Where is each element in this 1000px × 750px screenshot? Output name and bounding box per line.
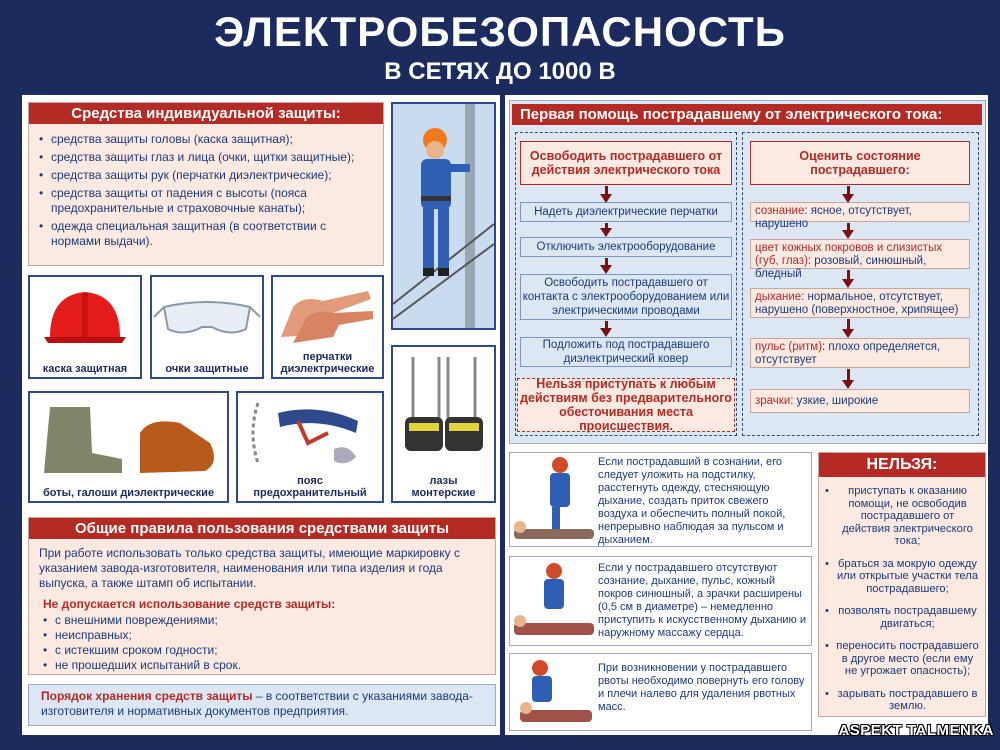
check-breathing — [750, 288, 970, 318]
ppe-heading: Средства индивидуальной защиты: — [29, 103, 383, 124]
scenario-text: Если у пострадавшего отсутствуют сознание, дыхание, пульс, кожный покров синюшный, а зрачки расширены (0,5 см в диаметре) – немедленно приступить к искусственному дыханию и наружному массажу сердца. — [598, 562, 807, 639]
rules-heading: Общие правила пользования средствами защиты — [29, 518, 495, 539]
helmet-icon — [30, 277, 140, 357]
list-item: • неисправных; — [43, 628, 485, 643]
gloves-icon — [273, 277, 382, 349]
arrow-down-icon — [600, 228, 612, 237]
check-value: : ясное, отсутствует, нарушено — [755, 205, 912, 230]
list-item: • не прошедших испытаний в срок. — [43, 658, 485, 673]
check-value: : узкие, широкие — [790, 395, 879, 407]
check-value: : нормальное, отсутствует, нарушено (поверхностное, хрипящее) — [755, 291, 959, 316]
prohibited-heading: НЕЛЬЗЯ: — [819, 453, 985, 477]
storage-box — [28, 684, 496, 726]
gloves-photo — [271, 275, 384, 379]
rules-intro: При работе использовать только средства защиты, имеющие маркировку с указанием завода-изготовителя, наименования или типа изделия и года выпуска, а также штамп об испытании. — [39, 546, 460, 590]
list-item: • приступать к оказанию помощи, не освободив пострадавшего от действия электрического тока; — [825, 485, 979, 548]
list-item: • средства защиты от падения с высоты (пояса предохранительные и страховочные канаты); — [39, 186, 375, 216]
check-key: пульс (ритм) — [755, 341, 823, 353]
climbers-caption-2: монтерские — [411, 487, 476, 499]
list-item: • с внешними повреждениями; — [43, 613, 485, 628]
check-consciousness — [750, 202, 970, 230]
arrow-down-icon — [842, 230, 854, 239]
dielectric-boots-icon — [30, 393, 227, 481]
check-key: дыхание — [755, 291, 802, 303]
check-value: : плохо определяется, отсутствует — [755, 341, 941, 366]
climbers-photo — [391, 345, 496, 503]
ppe-list — [29, 132, 383, 249]
belt-photo — [236, 391, 384, 503]
list-item: • переносить пострадавшего в другое место (если ему не угрожает опасность); — [825, 640, 979, 678]
belt-caption-2: предохранительный — [253, 487, 367, 499]
gloves-caption-2: диэлектрические — [280, 363, 375, 375]
step-gloves: Надеть диэлектрические перчатки — [520, 202, 732, 222]
glasses-photo — [150, 275, 264, 379]
release-warning: Нельзя приступать к любым действиям без предварительного обесточивания места происшествия. — [517, 378, 735, 432]
list-item: • средства защиты головы (каска защитная); — [39, 132, 375, 147]
step-disconnect: Отключить электрооборудование — [520, 237, 732, 257]
helmet-caption: каска защитная — [42, 363, 128, 375]
list-item: • средства защиты рук (перчатки диэлектрические); — [39, 168, 375, 183]
arrow-down-icon — [842, 380, 854, 389]
list-item: • позволять пострадавшему двигаться; — [825, 605, 979, 630]
pole-climbers-icon — [393, 347, 494, 471]
boots-caption: боты, галоши диэлектрические — [42, 487, 215, 499]
list-item: • браться за мокрую одежду или открытые участки тела пострадавшего; — [825, 558, 979, 596]
forbidden-title: Не допускается использование средств защиты: — [43, 597, 336, 611]
gloves-caption-1: перчатки — [302, 351, 353, 363]
check-skin — [750, 239, 970, 280]
assess-title: Оценить состояние пострадавшего: — [750, 141, 970, 185]
check-key: цвет кожных покровов и слизистых (губ, глаз) — [755, 242, 943, 267]
arrow-down-icon — [842, 194, 854, 203]
boots-photo — [28, 391, 229, 503]
scenario-conscious — [509, 452, 812, 547]
storage-title: Порядок хранения средств защиты — [41, 689, 253, 703]
page-title: ЭЛЕКТРОБЕЗОПАСНОСТЬ — [214, 8, 786, 55]
forbidden-list — [29, 613, 495, 673]
check-key: сознание — [755, 205, 805, 217]
release-title: Освободить пострадавшего от действия электрического тока — [520, 141, 732, 185]
watermark: ASPEKT TALMENKA — [838, 722, 994, 739]
rules-box — [28, 517, 496, 675]
check-pupils — [750, 389, 970, 413]
arrow-down-icon — [600, 265, 612, 274]
prohibited-box — [818, 452, 986, 717]
glasses-caption: очки защитные — [165, 363, 249, 375]
ppe-box — [28, 102, 384, 266]
safety-glasses-icon — [152, 277, 262, 357]
list-item: • одежда специальная защитная (в соответствии с нормами выдачи). — [39, 219, 375, 249]
recovery-position-icon — [510, 654, 600, 730]
scenario-vomiting — [509, 653, 812, 731]
check-value: : розовый, синюшный, бледный — [755, 255, 927, 280]
first-aid-heading: Первая помощь пострадавшему от электрического тока: — [512, 104, 982, 125]
list-item: • средства защиты глаз и лица (очки, щитки защитные); — [39, 150, 375, 165]
scenario-unconscious — [509, 556, 812, 646]
list-item: • зарывать пострадавшего в землю. — [825, 688, 979, 713]
step-mat: Подложить под пострадавшего диэлектрический ковер — [520, 337, 732, 367]
page-subtitle: В СЕТЯХ ДО 1000 В — [384, 58, 616, 85]
check-key: зрачки — [755, 395, 791, 407]
arrow-down-icon — [600, 194, 612, 203]
arrow-down-icon — [842, 329, 854, 338]
belt-caption-1: пояс — [297, 475, 323, 487]
prohibited-list — [819, 485, 985, 713]
rescuer-illustration-icon — [510, 453, 600, 546]
storage-text: – в соответствии с указаниями завода-изготовителя и нормативных документов предприятия. — [41, 689, 473, 718]
scenario-text: Если пострадавший в сознании, его следует уложить на подстилку, расстегнуть одежду, стесняющую дыхание, создать приток свежего воздуха и обеспечить полный покой, непрерывно наблюдая за пульсом и дыханием. — [598, 456, 786, 546]
climbers-caption-1: лазы — [429, 475, 458, 487]
cpr-illustration-icon — [510, 557, 600, 645]
scenario-text: При возникновении у пострадавшего рвоты необходимо повернуть его голову и плечи налево для удаления рвотных масс. — [598, 662, 805, 713]
worker-photo — [391, 102, 496, 330]
step-release: Освободить пострадавшего от контакта с электрооборудованием или электрическими проводами — [520, 274, 732, 320]
check-pulse — [750, 338, 970, 368]
arrow-down-icon — [600, 328, 612, 337]
safety-belt-icon — [238, 393, 382, 473]
list-item: • с истекшим сроком годности; — [43, 643, 485, 658]
helmet-photo — [28, 275, 142, 379]
arrow-down-icon — [842, 279, 854, 288]
